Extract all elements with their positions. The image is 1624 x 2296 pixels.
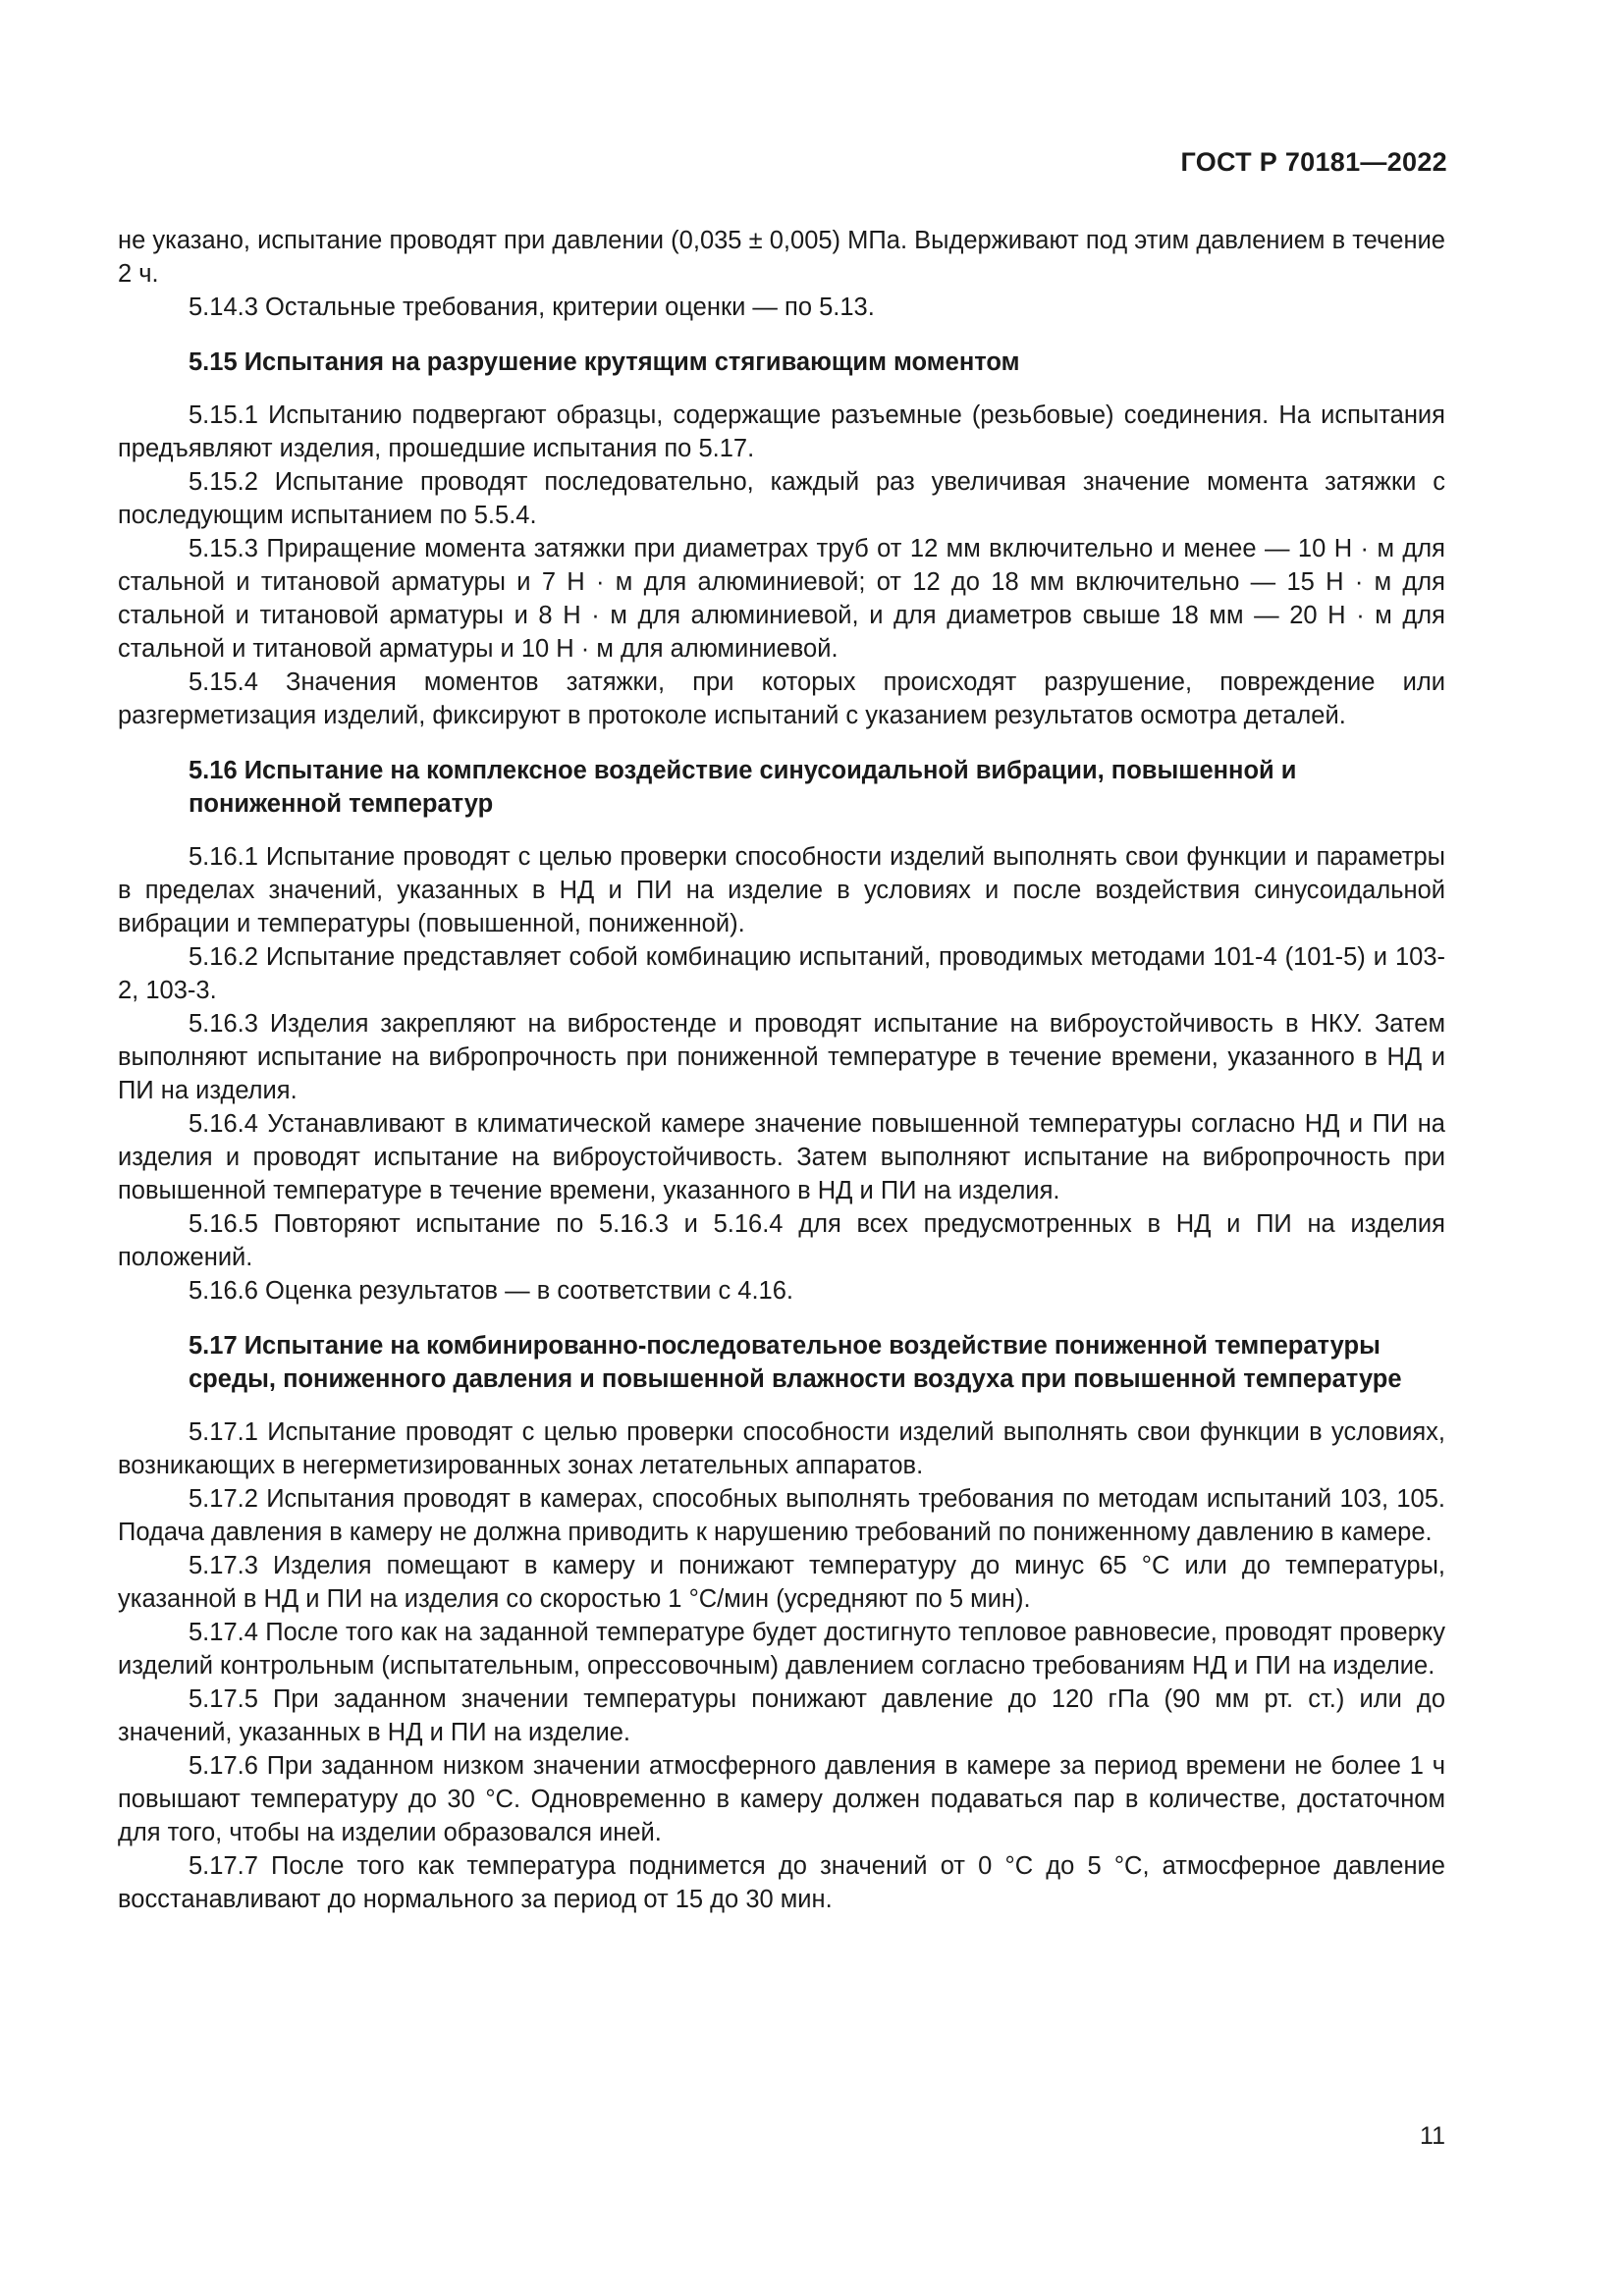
paragraph-5-17-7: 5.17.7 После того как температура поднимется до значений от 0 °С до 5 °С, атмосферное давление восстанавливают до нормального за период от 15 до 30 мин. <box>118 1852 1445 1913</box>
paragraph-5-15-1: 5.15.1 Испытанию подвергают образцы, содержащие разъемные (резьбовые) соединения. На испытания предъявляют изделия, прошедшие испытания по 5.17. <box>118 401 1445 462</box>
paragraph-5-17-4: 5.17.4 После того как на заданной температуре будет достигнуто тепловое равновесие, проводят проверку изделий контрольным (испытательным, опрессовочным) давлением согласно требованиям НД и ПИ на изделие. <box>118 1619 1445 1680</box>
paragraph-5-16-6: 5.16.6 Оценка результатов — в соответствии с 4.16. <box>189 1277 793 1305</box>
paragraph-5-17-6: 5.17.6 При заданном низком значении атмосферного давления в камере за период времени не более 1 ч повышают температуру до 30 °С. Одновременно в камеру должен подаваться пар в количестве, достаточном для того, чтобы на изделии образовался иней. <box>118 1752 1445 1846</box>
paragraph-5-15-4: 5.15.4 Значения моментов затяжки, при которых происходят разрушение, повреждение или разгерметизация изделий, фиксируют в протоколе испытаний с указанием результатов осмотра деталей. <box>118 668 1445 729</box>
paragraph-5-16-5: 5.16.5 Повторяют испытание по 5.16.3 и 5.16.4 для всех предусмотренных в НД и ПИ на изделия положений. <box>118 1210 1445 1271</box>
section-heading-5-17: 5.17 Испытание на комбинированно-последовательное воздействие пониженной температуры среды, пониженного давления и повышенной влажности воздуха при повышенной температуре <box>189 1332 1402 1393</box>
document-body <box>118 224 1445 1916</box>
paragraph-5-17-1: 5.17.1 Испытание проводят с целью проверки способности изделий выполнять свои функции в условиях, возникающих в негерметизированных зонах летательных аппаратов. <box>118 1418 1445 1479</box>
section-heading-5-16: 5.16 Испытание на комплексное воздействие синусоидальной вибрации, повышенной и пониженной температур <box>189 757 1297 818</box>
paragraph-5-14-3: 5.14.3 Остальные требования, критерии оценки — по 5.13. <box>189 294 875 321</box>
paragraph-5-16-2: 5.16.2 Испытание представляет собой комбинацию испытаний, проводимых методами 101-4 (101-5) и 103-2, 103-3. <box>118 943 1445 1004</box>
paragraph-5-17-2: 5.17.2 Испытания проводят в камерах, способных выполнять требования по методам испытаний 103, 105. Подача давления в камеру не должна приводить к нарушению требований по пониженному давлению в камере. <box>118 1485 1445 1546</box>
paragraph-5-17-5: 5.17.5 При заданном значении температуры понижают давление до 120 гПа (90 мм рт. ст.) или до значений, указанных в НД и ПИ на изделие. <box>118 1685 1445 1746</box>
paragraph-5-15-2: 5.15.2 Испытание проводят последовательно, каждый раз увеличивая значение момента затяжки с последующим испытанием по 5.5.4. <box>118 468 1445 529</box>
page-number: 11 <box>1420 2122 1445 2150</box>
paragraph-5-14-2-continuation: не указано, испытание проводят при давлении (0,035 ± 0,005) МПа. Выдерживают под этим давлением в течение 2 ч. <box>118 227 1445 288</box>
paragraph-5-15-3: 5.15.3 Приращение момента затяжки при диаметрах труб от 12 мм включительно и менее — 10 Н · м для стальной и титановой арматуры и 7 Н · м для алюминиевой; от 12 до 18 мм включительно — 15 Н · м для стальной и титановой арматуры и 8 Н · м для алюминиевой, и для диаметров свыше 18 мм — 20 Н · м для стальной и титановой арматуры и 10 Н · м для алюминиевой. <box>118 535 1445 663</box>
document-code-header: ГОСТ Р 70181—2022 <box>1180 147 1447 177</box>
paragraph-5-16-4: 5.16.4 Устанавливают в климатической камере значение повышенной температуры согласно НД и ПИ на изделия и проводят испытание на виброустойчивость. Затем выполняют испытание на вибропрочность при повышенной температуре в течение времени, указанного в НД и ПИ на изделия. <box>118 1110 1445 1204</box>
paragraph-5-16-1: 5.16.1 Испытание проводят с целью проверки способности изделий выполнять свои функции и параметры в пределах значений, указанных в НД и ПИ на изделие в условиях и после воздействия синусоидальной вибрации и температуры (повышенной, пониженной). <box>118 843 1445 937</box>
paragraph-5-16-3: 5.16.3 Изделия закрепляют на вибростенде и проводят испытание на виброустойчивость в НКУ. Затем выполняют испытание на вибропрочность при пониженной температуре в течение времени, указанного в НД и ПИ на изделия. <box>118 1010 1445 1104</box>
paragraph-5-17-3: 5.17.3 Изделия помещают в камеру и понижают температуру до минус 65 °С или до температуры, указанной в НД и ПИ на изделия со скоростью 1 °С/мин (усредняют по 5 мин). <box>118 1552 1445 1613</box>
section-heading-5-15: 5.15 Испытания на разрушение крутящим стягивающим моментом <box>189 348 1020 376</box>
